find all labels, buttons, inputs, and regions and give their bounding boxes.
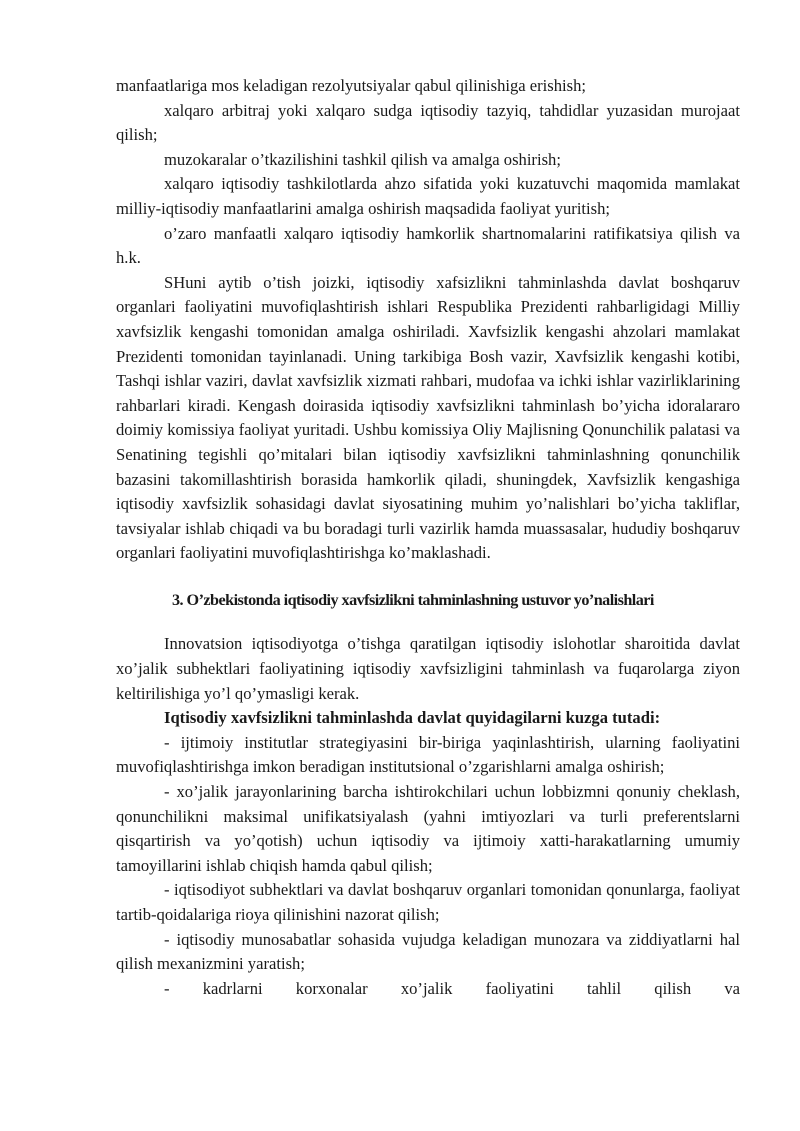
- section-heading: 3. O’zbekistonda iqtisodiy xavfsizlikni tahminlashning ustuvor yo’nalishlari: [172, 590, 654, 609]
- paragraph: xalqaro arbitraj yoki xalqaro sudga iqtisodiy tazyiq, tahdidlar yuzasidan murojaat qilish;: [116, 100, 740, 145]
- paragraph: xalqaro iqtisodiy tashkilotlarda ahzo sifatida yoki kuzatuvchi maqomida mamlakat milliy-iqtisodiy manfaatlarini amalga oshirish maqsadida faoliyat yuritish;: [116, 174, 740, 218]
- list-item: - ijtimoiy institutlar strategiyasini bir-biriga yaqinlashtirish, ularning faoliyatini muvofiqlashtirishga imkon beradigan institutsional o’zgarishlarni amalga oshirish;: [116, 732, 740, 777]
- paragraph: Innovatsion iqtisodiyotga o’tishga qaratilgan iqtisodiy islohotlar sharoitida davlat xo’jalik subhektlari faoliyatining iqtisodiy xavfsizligini tahminlash va fuqarolarga ziyon keltirilishiga yo’l qo’ymasligi kerak.: [116, 634, 740, 703]
- paragraph: manfaatlariga mos keladigan rezolyutsiyalar qabul qilinishiga erishish;: [116, 76, 587, 95]
- paragraph: SHuni aytib o’tish joizki, iqtisodiy xafsizlikni tahminlashda davlat boshqaruv organlari faoliyatini muvofiqlashtirish ishlari Respublika Prezidenti rahbarligidagi Milliy xavfsizlik kengashi tomonidan amalga oshiriladi. Xavfsizlik kengashi ahzolari mamlakat Prezidenti tomonidan tayinlanadi. Uning tarkibiga Bosh vazir, Xavfsizlik kengashi kotibi, Tashqi ishlar vaziri, davlat xavfsizlik xizmati rahbari, mudofaa va ichki ishlar vazirliklarining rahbarlari kiradi. Kengash doirasida iqtisodiy xavfsizlikni tahminlash bo’yicha idoralararo doimiy komissiya faoliyat yuritadi. Ushbu komissiya Oliy Majlisning Qonunchilik palatasi va Senatining tegishli qo’mitalari bilan iqtisodiy xavfsizlikni tahminlashning qonunchilik bazasini takomillashtirish borasida hamkorlik qiladi, shuningdek, Xavfsizlik kengashiga iqtisodiy xavfsizlik sohasidagi davlat siyosatining muhim yo’nalishlari bo’yicha takliflar, tavsiyalar ishlab chiqadi va bu boradagi turli vazirlik hamda muassasalar, hududiy boshqaruv organlari faoliyatini muvofiqlashtirishga ko’maklashadi.: [116, 272, 740, 563]
- paragraph: muzokaralar o’tkazilishini tashkil qilish va amalga oshirish;: [164, 149, 561, 169]
- paragraph: o’zaro manfaatli xalqaro iqtisodiy hamkorlik shartnomalarini ratifikatsiya qilish va h.k.: [116, 223, 740, 268]
- body-text-after: [116, 632, 740, 1001]
- bold-paragraph: Iqtisodiy xavfsizlikni tahminlashda davlat quyidagilarni kuzga tutadi:: [164, 708, 661, 728]
- list-item: - iqtisodiy munosabatlar sohasida vujudga keladigan munozara va ziddiyatlarni hal qilish mexanizmini yaratish;: [116, 929, 740, 974]
- list-item: - xo’jalik jarayonlarining barcha ishtirokchilari uchun lobbizmni qonuniy cheklash, qonunchilikni maksimal unifikatsiyalash (yahni imtiyozlari va turli preferentslarni qisqartirish va yo’qotish) uchun iqtisodiy va ijtimoiy xatti-harakatlarning umumiy tamoyillarini ishlab chiqish hamda qabul qilish;: [116, 782, 740, 875]
- list-item: - kadrlarni korxonalar xo’jalik faoliyatini tahlil qilish va: [164, 978, 740, 998]
- body-text-before: [116, 74, 740, 566]
- list-item: - iqtisodiyot subhektlari va davlat boshqaruv organlari tomonidan qonunlarga, faoliyat tartib-qoidalariga rioya qilinishini nazorat qilish;: [116, 880, 740, 924]
